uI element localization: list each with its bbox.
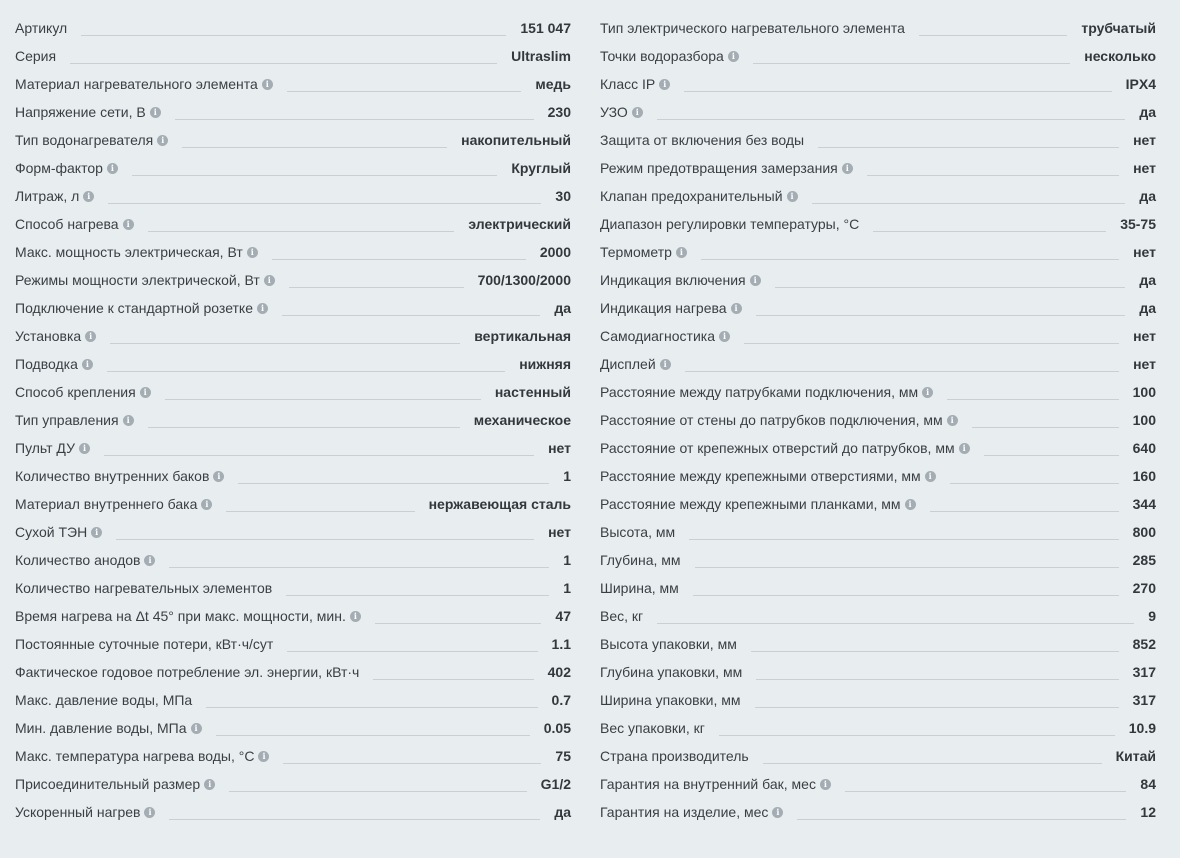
spec-value: Китай (1115, 748, 1156, 764)
spec-value: нет (1133, 132, 1156, 148)
spec-label: Сухой ТЭН (15, 524, 88, 540)
leader-line (132, 148, 497, 176)
info-icon[interactable]: i (959, 443, 970, 454)
leader-line (950, 456, 1119, 484)
spec-label: Самодиагностика (600, 328, 716, 344)
info-icon[interactable]: i (262, 79, 273, 90)
spec-label: Расстояние между патрубками подключения, мм (600, 384, 919, 400)
leader-line (818, 120, 1119, 148)
leader-line (845, 764, 1126, 792)
leader-line (947, 372, 1119, 400)
leader-line (972, 400, 1119, 428)
spec-label: Страна производитель (600, 748, 749, 764)
leader-line (375, 596, 542, 624)
info-icon[interactable]: i (350, 611, 361, 622)
leader-line (867, 148, 1119, 176)
spec-value: 47 (555, 608, 571, 624)
info-icon[interactable]: i (632, 107, 643, 118)
specs-column-left (15, 14, 571, 826)
spec-value: медь (535, 76, 571, 92)
leader-line (289, 260, 464, 288)
spec-label: Количество нагревательных элементов (15, 580, 273, 596)
leader-line (283, 736, 541, 764)
leader-line (756, 288, 1126, 316)
info-icon[interactable]: i (676, 247, 687, 258)
spec-label: Фактическое годовое потребление эл. энергии, кВт·ч (15, 664, 360, 680)
leader-line (373, 652, 533, 680)
spec-value: нет (1133, 328, 1156, 344)
leader-line (216, 708, 530, 736)
spec-label: Пульт ДУ (15, 440, 75, 456)
leader-line (753, 36, 1070, 64)
specs-column-right (600, 14, 1156, 826)
spec-value: 30 (555, 188, 571, 204)
info-icon[interactable]: i (660, 359, 671, 370)
spec-value: 270 (1132, 580, 1156, 596)
spec-value: 0.7 (551, 692, 571, 708)
leader-line (238, 456, 549, 484)
spec-value: 402 (547, 664, 571, 680)
leader-line (693, 568, 1119, 596)
spec-label: Время нагрева на Δt 45° при макс. мощности, мин. (15, 608, 346, 624)
spec-value: электрический (468, 216, 571, 232)
spec-value: нержавеющая сталь (428, 496, 571, 512)
leader-line (685, 344, 1119, 372)
leader-line (701, 232, 1119, 260)
spec-value: Ultraslim (511, 48, 571, 64)
spec-value: да (1139, 188, 1156, 204)
spec-value: 700/1300/2000 (477, 272, 571, 288)
leader-line (70, 36, 497, 64)
leader-line (272, 232, 526, 260)
leader-line (751, 624, 1119, 652)
spec-value: 852 (1132, 636, 1156, 652)
leader-line (873, 204, 1106, 232)
spec-label: Ускоренный нагрев (15, 804, 141, 820)
leader-line (775, 260, 1126, 288)
info-icon[interactable]: i (922, 387, 933, 398)
spec-label: Присоединительный размер (15, 776, 201, 792)
spec-label: Количество внутренних баков (15, 468, 210, 484)
info-icon[interactable]: i (772, 807, 783, 818)
spec-label: Расстояние между крепежными отверстиями, мм (600, 468, 921, 484)
spec-value: да (1139, 300, 1156, 316)
spec-value: 1 (563, 552, 571, 568)
spec-label: Способ крепления (15, 384, 136, 400)
spec-label: Серия (15, 48, 57, 64)
spec-label: Точки водоразбора (600, 48, 724, 64)
spec-value: 84 (1140, 776, 1156, 792)
spec-value: 75 (555, 748, 571, 764)
spec-value: нет (1133, 356, 1156, 372)
spec-value: 100 (1132, 412, 1156, 428)
info-icon[interactable]: i (719, 331, 730, 342)
info-icon[interactable]: i (257, 303, 268, 314)
leader-line (116, 512, 534, 540)
spec-value: нижняя (519, 356, 571, 372)
spec-label: Макс. давление воды, МПа (15, 692, 193, 708)
spec-value: 317 (1132, 664, 1156, 680)
spec-label: Гарантия на внутренний бак, мес (600, 776, 816, 792)
leader-line (919, 8, 1067, 36)
spec-label: Артикул (15, 20, 68, 36)
info-icon[interactable]: i (82, 359, 93, 370)
spec-label: Термометр (600, 244, 672, 260)
leader-line (107, 344, 505, 372)
leader-line (169, 792, 540, 820)
leader-line (984, 428, 1119, 456)
info-icon[interactable]: i (842, 163, 853, 174)
spec-value: 100 (1132, 384, 1156, 400)
spec-value: Круглый (511, 160, 571, 176)
spec-label: УЗО (600, 104, 628, 120)
info-icon[interactable]: i (140, 387, 151, 398)
spec-label: Материал нагревательного элемента (15, 76, 258, 92)
info-icon[interactable]: i (201, 499, 212, 510)
spec-value: 1 (563, 468, 571, 484)
spec-value: 9 (1148, 608, 1156, 624)
spec-label: Количество анодов (15, 552, 141, 568)
spec-value: 344 (1132, 496, 1156, 512)
spec-value: 1 (563, 580, 571, 596)
spec-label: Режимы мощности электрической, Вт (15, 272, 260, 288)
spec-label: Расстояние между крепежными планками, мм (600, 496, 901, 512)
info-icon[interactable]: i (258, 751, 269, 762)
spec-value: 10.9 (1128, 720, 1156, 736)
spec-label: Литраж, л (15, 188, 80, 204)
spec-value: 12 (1140, 804, 1156, 820)
spec-value: G1/2 (540, 776, 571, 792)
info-icon[interactable]: i (157, 135, 168, 146)
spec-label: Макс. мощность электрическая, Вт (15, 244, 243, 260)
spec-value: накопительный (461, 132, 571, 148)
spec-label: Макс. температура нагрева воды, °С (15, 748, 255, 764)
info-icon[interactable]: i (204, 779, 215, 790)
spec-label: Расстояние от стены до патрубков подключения, мм (600, 412, 943, 428)
spec-value: да (554, 300, 571, 316)
leader-line (110, 316, 460, 344)
spec-value: IPX4 (1125, 76, 1156, 92)
leader-line (287, 624, 537, 652)
spec-label: Материал внутреннего бака (15, 496, 198, 512)
spec-value: 640 (1132, 440, 1156, 456)
leader-line (226, 484, 414, 512)
spec-row (600, 798, 1156, 826)
spec-label: Гарантия на изделие, мес (600, 804, 769, 820)
spec-value: нет (1133, 244, 1156, 260)
info-icon[interactable]: i (659, 79, 670, 90)
leader-line (169, 540, 549, 568)
spec-label: Расстояние от крепежных отверстий до патрубков, мм (600, 440, 955, 456)
spec-label: Класс IP (600, 76, 656, 92)
info-icon[interactable]: i (144, 807, 155, 818)
info-icon[interactable]: i (83, 191, 94, 202)
spec-value: 230 (547, 104, 571, 120)
spec-value: 160 (1132, 468, 1156, 484)
leader-line (719, 708, 1115, 736)
spec-label: Способ нагрева (15, 216, 119, 232)
spec-value: 1.1 (551, 636, 571, 652)
spec-label: Индикация включения (600, 272, 746, 288)
spec-label: Режим предотвращения замерзания (600, 160, 838, 176)
leader-line (229, 764, 526, 792)
info-icon[interactable]: i (731, 303, 742, 314)
spec-value: несколько (1084, 48, 1156, 64)
leader-line (206, 680, 537, 708)
info-icon[interactable]: i (750, 275, 761, 286)
info-icon[interactable]: i (191, 723, 202, 734)
spec-label: Ширина, мм (600, 580, 679, 596)
spec-value: да (554, 804, 571, 820)
spec-value: настенный (494, 384, 571, 400)
spec-label: Ширина упаковки, мм (600, 692, 741, 708)
info-icon[interactable]: i (91, 527, 102, 538)
spec-label: Защита от включения без воды (600, 132, 805, 148)
spec-value: 151 047 (520, 20, 571, 36)
leader-line (812, 176, 1126, 204)
spec-row (15, 798, 571, 826)
leader-line (755, 680, 1119, 708)
info-icon[interactable]: i (787, 191, 798, 202)
leader-line (930, 484, 1119, 512)
spec-label: Глубина упаковки, мм (600, 664, 743, 680)
spec-label: Тип водонагревателя (15, 132, 154, 148)
leader-line (756, 652, 1118, 680)
spec-label: Дисплей (600, 356, 656, 372)
info-icon[interactable]: i (264, 275, 275, 286)
spec-value: механическое (473, 412, 571, 428)
leader-line (695, 540, 1119, 568)
spec-label: Высота упаковки, мм (600, 636, 737, 652)
spec-label: Тип управления (15, 412, 119, 428)
leader-line (657, 92, 1126, 120)
leader-line (148, 400, 460, 428)
info-icon[interactable]: i (123, 219, 134, 230)
spec-value: вертикальная (474, 328, 571, 344)
spec-label: Глубина, мм (600, 552, 681, 568)
leader-line (797, 792, 1126, 820)
info-icon[interactable]: i (150, 107, 161, 118)
spec-label: Индикация нагрева (600, 300, 727, 316)
spec-value: 800 (1132, 524, 1156, 540)
spec-value: нет (548, 440, 571, 456)
leader-line (182, 120, 447, 148)
leader-line (148, 204, 455, 232)
spec-label: Установка (15, 328, 82, 344)
info-icon[interactable]: i (947, 415, 958, 426)
leader-line (684, 64, 1111, 92)
spec-value: трубчатый (1081, 20, 1156, 36)
leader-line (657, 596, 1134, 624)
info-icon[interactable]: i (905, 499, 916, 510)
spec-label: Форм-фактор (15, 160, 103, 176)
spec-label: Вес, кг (600, 608, 644, 624)
info-icon[interactable]: i (925, 471, 936, 482)
info-icon[interactable]: i (79, 443, 90, 454)
spec-label: Подводка (15, 356, 78, 372)
spec-value: 0.05 (543, 720, 571, 736)
spec-label: Клапан предохранительный (600, 188, 783, 204)
spec-value: 285 (1132, 552, 1156, 568)
spec-value: нет (548, 524, 571, 540)
leader-line (287, 64, 522, 92)
info-icon[interactable]: i (728, 51, 739, 62)
spec-value: 317 (1132, 692, 1156, 708)
spec-value: да (1139, 272, 1156, 288)
spec-value: 35-75 (1120, 216, 1156, 232)
spec-label: Диапазон регулировки температуры, °С (600, 216, 860, 232)
spec-label: Вес упаковки, кг (600, 720, 705, 736)
leader-line (282, 288, 540, 316)
leader-line (108, 176, 541, 204)
leader-line (763, 736, 1102, 764)
spec-label: Подключение к стандартной розетке (15, 300, 253, 316)
info-icon[interactable]: i (247, 247, 258, 258)
leader-line (81, 8, 506, 36)
spec-value: 2000 (539, 244, 571, 260)
spec-label: Напряжение сети, В (15, 104, 146, 120)
info-icon[interactable]: i (85, 331, 96, 342)
spec-value: нет (1133, 160, 1156, 176)
spec-label: Постоянные суточные потери, кВт·ч/сут (15, 636, 274, 652)
spec-value: да (1139, 104, 1156, 120)
info-icon[interactable]: i (123, 415, 134, 426)
info-icon[interactable]: i (820, 779, 831, 790)
leader-line (744, 316, 1119, 344)
info-icon[interactable]: i (107, 163, 118, 174)
spec-label: Мин. давление воды, МПа (15, 720, 187, 736)
spec-label: Тип электрического нагревательного элемента (600, 20, 905, 36)
spec-label: Высота, мм (600, 524, 676, 540)
info-icon[interactable]: i (144, 555, 155, 566)
leader-line (175, 92, 534, 120)
info-icon[interactable]: i (213, 471, 224, 482)
leader-line (689, 512, 1119, 540)
leader-line (165, 372, 481, 400)
leader-line (104, 428, 534, 456)
leader-line (286, 568, 549, 596)
